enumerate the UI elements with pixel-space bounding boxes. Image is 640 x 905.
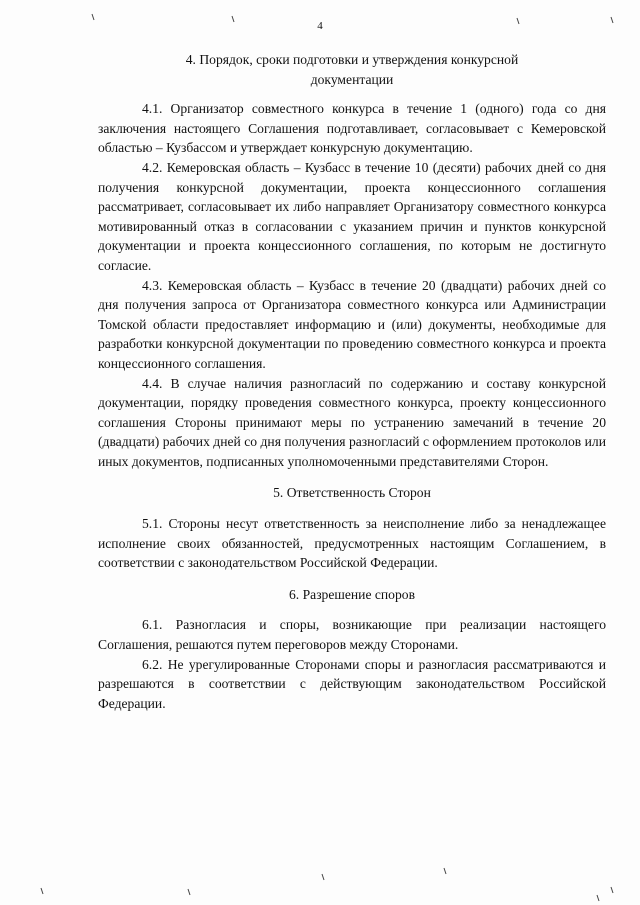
paragraph-4-2: 4.2. Кемеровская область – Кузбасс в течение 10 (десяти) рабочих дней со дня получения конкурсной документации, проекта концессионного соглашения рассматривает, согласовывает их либо направляет Организатору совместного конкурса мотивированный отказ в согласовании с указанием причин и пунктов конкурсной документации и проекта концессионного соглашения, по которым не достигнуто согласие. — [98, 159, 606, 273]
section-5 — [98, 483, 606, 572]
speck — [322, 874, 324, 880]
paragraph-4-4: 4.4. В случае наличия разногласий по содержанию и составу конкурсной документации, порядку проведения совместного конкурса, проекту концессионного соглашения Стороны принимают меры по устранению замечаний в течение 20 (двадцати) рабочих дней со дня получения разногласий с оформлением протоколов или иных документов, подписанных уполномоченными представителями Сторон. — [98, 375, 606, 469]
section-5-title: 5. Ответственность Сторон — [273, 485, 431, 501]
paragraph-5-1: 5.1. Стороны несут ответственность за неисполнение либо за ненадлежащее исполнение своих обязанностей, предусмотренных настоящим Соглашением, в соответствии с законодательством Российской Федерации. — [98, 516, 606, 571]
page-number: 4 — [317, 20, 323, 32]
section-4 — [98, 50, 606, 471]
paragraph-6-2: 6.2. Не урегулированные Сторонами споры и разногласия рассматриваются и разрешаются в соответствии с действующим законодательством Российской Федерации. — [98, 656, 606, 711]
paragraph-4-1: 4.1. Организатор совместного конкурса в течение 1 (одного) года со дня заключения настоящего Соглашения подготавливает, согласовывает с Кемеровской областью – Кузбассом и утверждает конкурсную документацию. — [98, 101, 606, 156]
document-body — [98, 50, 606, 713]
speck — [611, 887, 613, 893]
paragraph-6-1: 6.1. Разногласия и споры, возникающие при реализации настоящего Соглашения, решаются путем переговоров между Сторонами. — [98, 617, 606, 653]
section-6 — [98, 585, 606, 714]
speck — [41, 888, 43, 894]
paragraph-4-3: 4.3. Кемеровская область – Кузбасс в течение 20 (двадцати) рабочих дней со дня получения запроса от Организатора совместного конкурса или Администрации Томской области предоставляет информацию и (или) документы, необходимые для разработки конкурсной документации по проведению совместного конкурса и проекта концессионного соглашения. — [98, 277, 606, 371]
section-4-title-line1: 4. Порядок, сроки подготовки и утверждения конкурсной — [185, 52, 519, 67]
speck — [188, 889, 190, 895]
speck — [444, 868, 446, 874]
section-4-title-line2: документации — [310, 71, 394, 87]
section-4-title — [98, 50, 606, 89]
speck — [597, 895, 599, 901]
section-6-title: 6. Разрешение споров — [289, 586, 415, 602]
